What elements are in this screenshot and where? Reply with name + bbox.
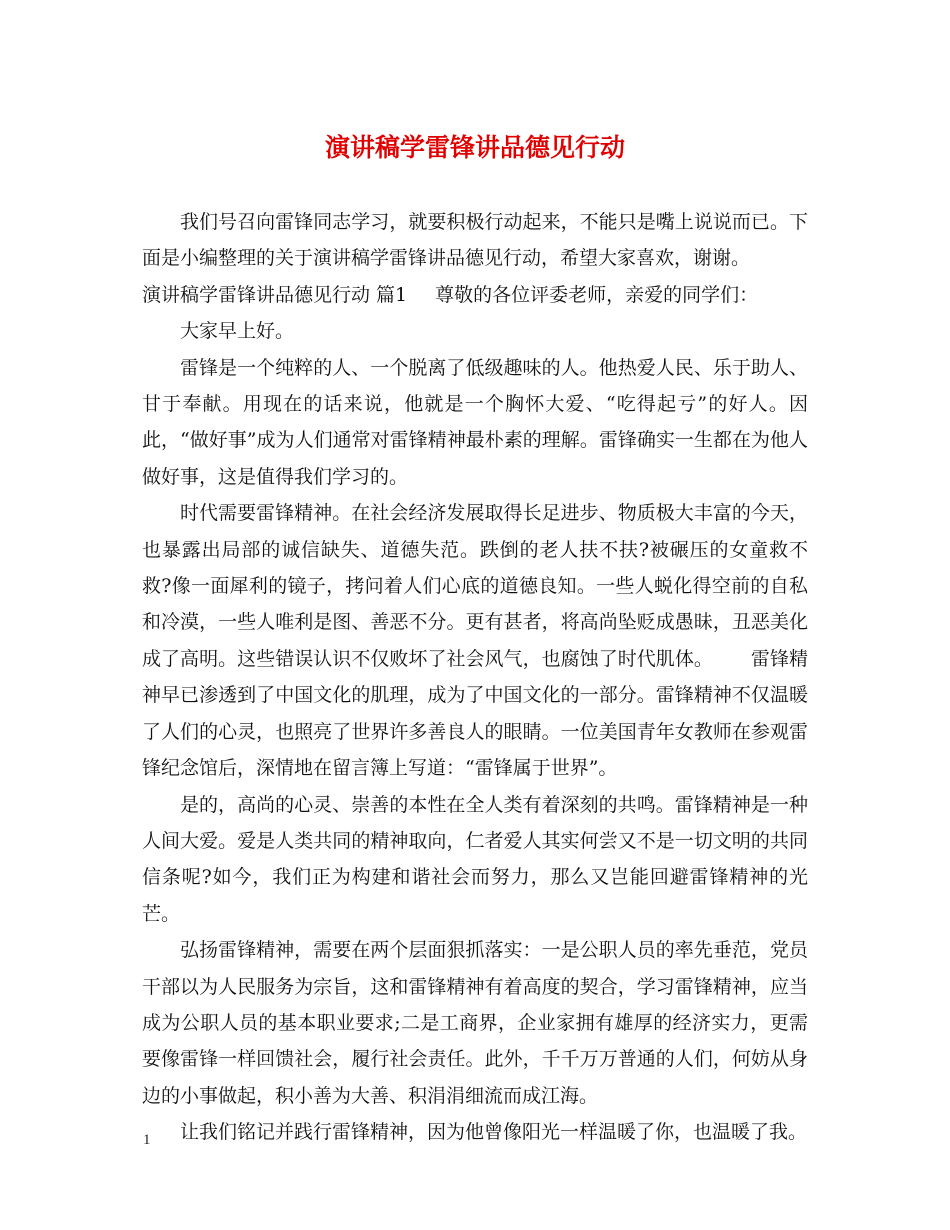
greeting-paragraph: 大家早上好。 xyxy=(180,320,295,343)
paragraph-3: 是的，高尚的心灵、崇善的本性在全人类有着深刻的共鸣。雷锋精神是一种人间大爱。爱是人类共同的精神取向，仁者爱人其实何尝又不是一切文明的共同信条呢?如今，我们正为构建和谐社会而努力，那么又岂能回避雷锋精神的光芒。 xyxy=(142,793,808,925)
paragraph-2-part-a: 时代需要雷锋精神。在社会经济发展取得长足进步、物质极大丰富的今天，也暴露出局部的诚信缺失、道德失范。跌倒的老人扶不扶?被碾压的女童救不救?像一面犀利的镜子，拷问着人们心底的道德良知。一些人蜕化得空前的自私和冷漠，一些人唯利是图、善恶不分。更有甚者，将高尚坠贬成愚昧，丑恶美化成了高明。这些错误认识不仅败坏了社会风气，也腐蚀了时代肌体。 xyxy=(142,502,808,670)
page-number: 1 xyxy=(143,1132,151,1148)
paragraph-4: 弘扬雷锋精神，需要在两个层面狠抓落实：一是公职人员的率先垂范，党员干部以为人民服务为宗旨，这和雷锋精神有着高度的契合，学习雷锋精神，应当成为公职人员的基本职业要求;二是工商界，企业家拥有雄厚的经济实力，更需要像雷锋一样回馈社会，履行社会责任。此外，千千万万普通的人们，何妨从身边的小事做起，积小善为大善、积涓涓细流而成江海。 xyxy=(142,939,808,1107)
paragraph-2-part-b: 雷锋精神早已渗透到了中国文化的肌理，成为了中国文化的一部分。雷锋精神不仅温暖了人们的心灵，也照亮了世界许多善良人的眼睛。一位美国青年女教师在参观雷锋纪念馆后，深情地在留言簿上写道：“雷锋属于世界”。 xyxy=(142,647,808,780)
section-heading: 演讲稿学雷锋讲品德见行动 篇1 xyxy=(142,283,408,306)
intro-paragraph: 我们号召向雷锋同志学习，就要积极行动起来，不能只是嘴上说说而已。下面是小编整理的关于演讲稿学雷锋讲品德见行动，希望大家喜欢，谢谢。 xyxy=(142,211,808,270)
document-body xyxy=(142,204,808,1151)
paragraph-2 xyxy=(142,495,808,786)
document-title: 演讲稿学雷锋讲品德见行动 xyxy=(324,133,625,162)
salutation: 尊敬的各位评委老师，亲爱的同学们： xyxy=(435,283,759,306)
paragraph-5: 让我们铭记并践行雷锋精神，因为他曾像阳光一样温暖了你，也温暖了我。 xyxy=(180,1121,808,1144)
section-heading-line xyxy=(142,277,808,313)
paragraph-1: 雷锋是一个纯粹的人、一个脱离了低级趣味的人。他热爱人民、乐于助人、甘于奉献。用现在的话来说，他就是一个胸怀大爱、“吃得起亏”的好人。因此，“做好事”成为人们通常对雷锋精神最朴素的理解。雷锋确实一生都在为他人做好事，这是值得我们学习的。 xyxy=(142,356,808,488)
